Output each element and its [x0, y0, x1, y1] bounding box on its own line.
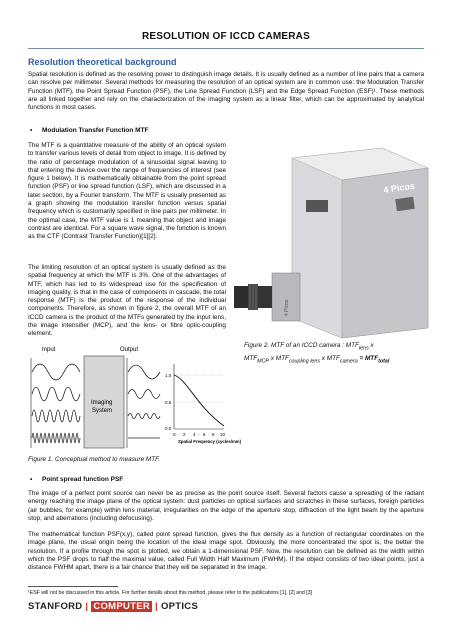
figure-2-caption — [244, 341, 434, 367]
imaging-label-1: Imaging — [91, 400, 113, 406]
fig2-sub-lens: lens — [358, 345, 369, 352]
fig2-sub-coupling: coupling lens — [288, 358, 320, 365]
brand-part-3: OPTICS — [160, 601, 199, 612]
intro-paragraph: Spatial resolution is defined as the resolving power to distinguish image details. It is usually defined as a number of line pairs that a camera can resolve per millimeter. Several methods for measuring the resolution of an optical system are in common use: the Modulation Transfer Function (MTF), the Point Spread Function (PSF), the Line Spread Function (LSF) and the Edge Spread Function (ESF)¹. These methods are all linked together and rely on the characterization of the imaging system as a linear filter, which can be approximated by analytical functions in most cases. — [28, 71, 424, 112]
y-tick-05: 0.5 — [165, 400, 172, 405]
output-wave-1 — [128, 365, 160, 379]
y-tick-1: 1.0 — [165, 373, 172, 378]
limiting-resolution-paragraph: The limiting resolution of an optical system is usually defined as the spatial frequency at which the MTF is 3%. One of the advantages of MTF, which has led to its widespread use for the specification of imaging quality, is that in the case of components in cascade, the total response (MTF) is the product of the response of the individual components. Therefore, as shown in figure 2, the overall MTF of an ICCD camera is the product of the MTFs generated by the input lens, the image intensifier (MCP), and the lens- or fibre optic-coupling element. — [28, 264, 226, 338]
fig2-eq: = MTF — [359, 354, 379, 362]
x-tick-10: 10 — [220, 432, 226, 437]
psf-paragraph-2: The mathematical function PSF(x,y), called point spread function, gives the flux density as a function of rectangular coordinates on the image plane, the usual origin being the location of the ideal image spot. Obviously, the more concentrated the spot is, the better the resolution. If a profile through the spot is plotted, we obtain a 1-dimensional PSF. Now, the resolution can be defined as the width within which the PSF drops to half the maximal value, called Full Width Half Maximum (FWHM). If the object consists of two ideal points, just a distance FWHM apart, there is a fair chance that they will be separated in the image. — [28, 531, 424, 572]
figure-1-diagram — [28, 344, 242, 452]
page-title: RESOLUTION OF ICCD CAMERAS — [142, 31, 310, 42]
output-wave-2 — [128, 390, 160, 399]
bullet-dot-icon: • — [30, 476, 33, 483]
footnote: ¹ESF will not be discussed in this article. For further details about this method, please refer to the publications [1], [2] and [3] — [28, 590, 313, 596]
mtf-paragraph: The MTF is a quantitative measure of the ability of an optical system to transfer various levels of detail from object to image. It is defined by the ratio of percentage modulation of a sinusoidal signal leaving to that entering the device over the range of frequencies of interest (see figure 1 below). It is mathematically obtainable from the point spread function (PSF) or line spread function (LSF), which are discussed in a later section, by a Fourier transform. The MTF is usually presented as a graph showing the modulation transfer function versus spatial frequency which is customarily specified in line pairs per millimeter. In the optimal case, the MTF value is 1 meaning that object and image contrast are identical. For a square wave signal, the function is known as the CTF (Contrast Transfer Function)[1][2]. — [28, 142, 226, 241]
fig2-x-2: x — [270, 354, 274, 362]
input-wave-4 — [32, 433, 80, 443]
fig1-input-label: Input — [42, 347, 56, 353]
x-tick-2: 2 — [183, 432, 186, 437]
input-wave-2 — [32, 387, 80, 401]
output-wave-3 — [128, 414, 160, 419]
bullet-mtf-label: Modulation Transfer Function MTF — [42, 127, 149, 134]
fig1-output-label: Output — [120, 347, 139, 353]
brand-part-1: STANFORD — [28, 601, 83, 612]
y-tick-0: 0.0 — [165, 426, 172, 431]
section-heading: Resolution theoretical background — [28, 57, 177, 67]
x-axis-label: Spatial Frequency (cycles/mm) — [178, 439, 242, 444]
mtf-curve — [174, 375, 224, 426]
footnote-divider — [28, 586, 118, 587]
fig2-sub-total: total — [378, 358, 390, 365]
fig2-x-3: x — [321, 354, 325, 362]
camera-port — [306, 200, 328, 212]
fig2-caption-prefix: Figure 2. MTF of an ICCD camera : MTF — [244, 342, 359, 349]
imaging-label-2: System — [92, 408, 113, 414]
lens-barrel — [234, 284, 272, 310]
fig2-mtf-mcp: MTF — [244, 354, 258, 362]
fig2-mtf-coupling: MTF — [275, 354, 289, 362]
camera-label: 4 Picos — [382, 180, 416, 195]
psf-paragraph-1: The image of a perfect point source can never be as precise as the point source itself. Several factors cause a spreading of the radiant energy reaching the image plane of the optical system: dust particles on optical surfaces and scratches in these surfaces, foreign particles (air bubbles, for example) within lens material, irregularities on the edge of the aperture stop, diffraction of the light beam by the aperture stop, and aberrations (including defocusing). — [28, 490, 424, 522]
output-waves — [128, 365, 160, 438]
brand-part-2: COMPUTER — [93, 601, 151, 612]
camera-connector — [395, 197, 414, 211]
lens-front — [234, 286, 248, 308]
fig2-x-1: x — [370, 342, 374, 349]
x-tick-6: 6 — [203, 432, 206, 437]
bullet-psf-label: Point spread function PSF — [42, 476, 124, 483]
bullet-mtf — [30, 127, 149, 134]
input-wave-1 — [32, 364, 80, 380]
input-waves — [32, 364, 80, 443]
input-wave-3 — [32, 410, 80, 422]
company-logo: STANFORD | COMPUTER | OPTICS — [28, 601, 199, 612]
x-tick-4: 4 — [193, 432, 196, 437]
figure-1-caption: Figure 1. Conceptual method to measure MTF. — [28, 456, 161, 463]
x-tick-8: 8 — [212, 432, 215, 437]
x-tick-0: 0 — [173, 432, 176, 437]
lens-ring-2 — [258, 286, 272, 308]
title-divider — [28, 48, 424, 49]
bullet-psf — [30, 476, 123, 483]
fig2-mtf-camera: MTF — [326, 354, 340, 362]
fig2-sub-camera: camera — [339, 358, 358, 365]
intensifier-label: 4 Picos — [284, 299, 290, 316]
fig2-sub-mcp: MCP — [257, 358, 269, 365]
bullet-dot-icon: • — [30, 127, 33, 134]
figure-2-camera-illustration — [232, 138, 432, 343]
